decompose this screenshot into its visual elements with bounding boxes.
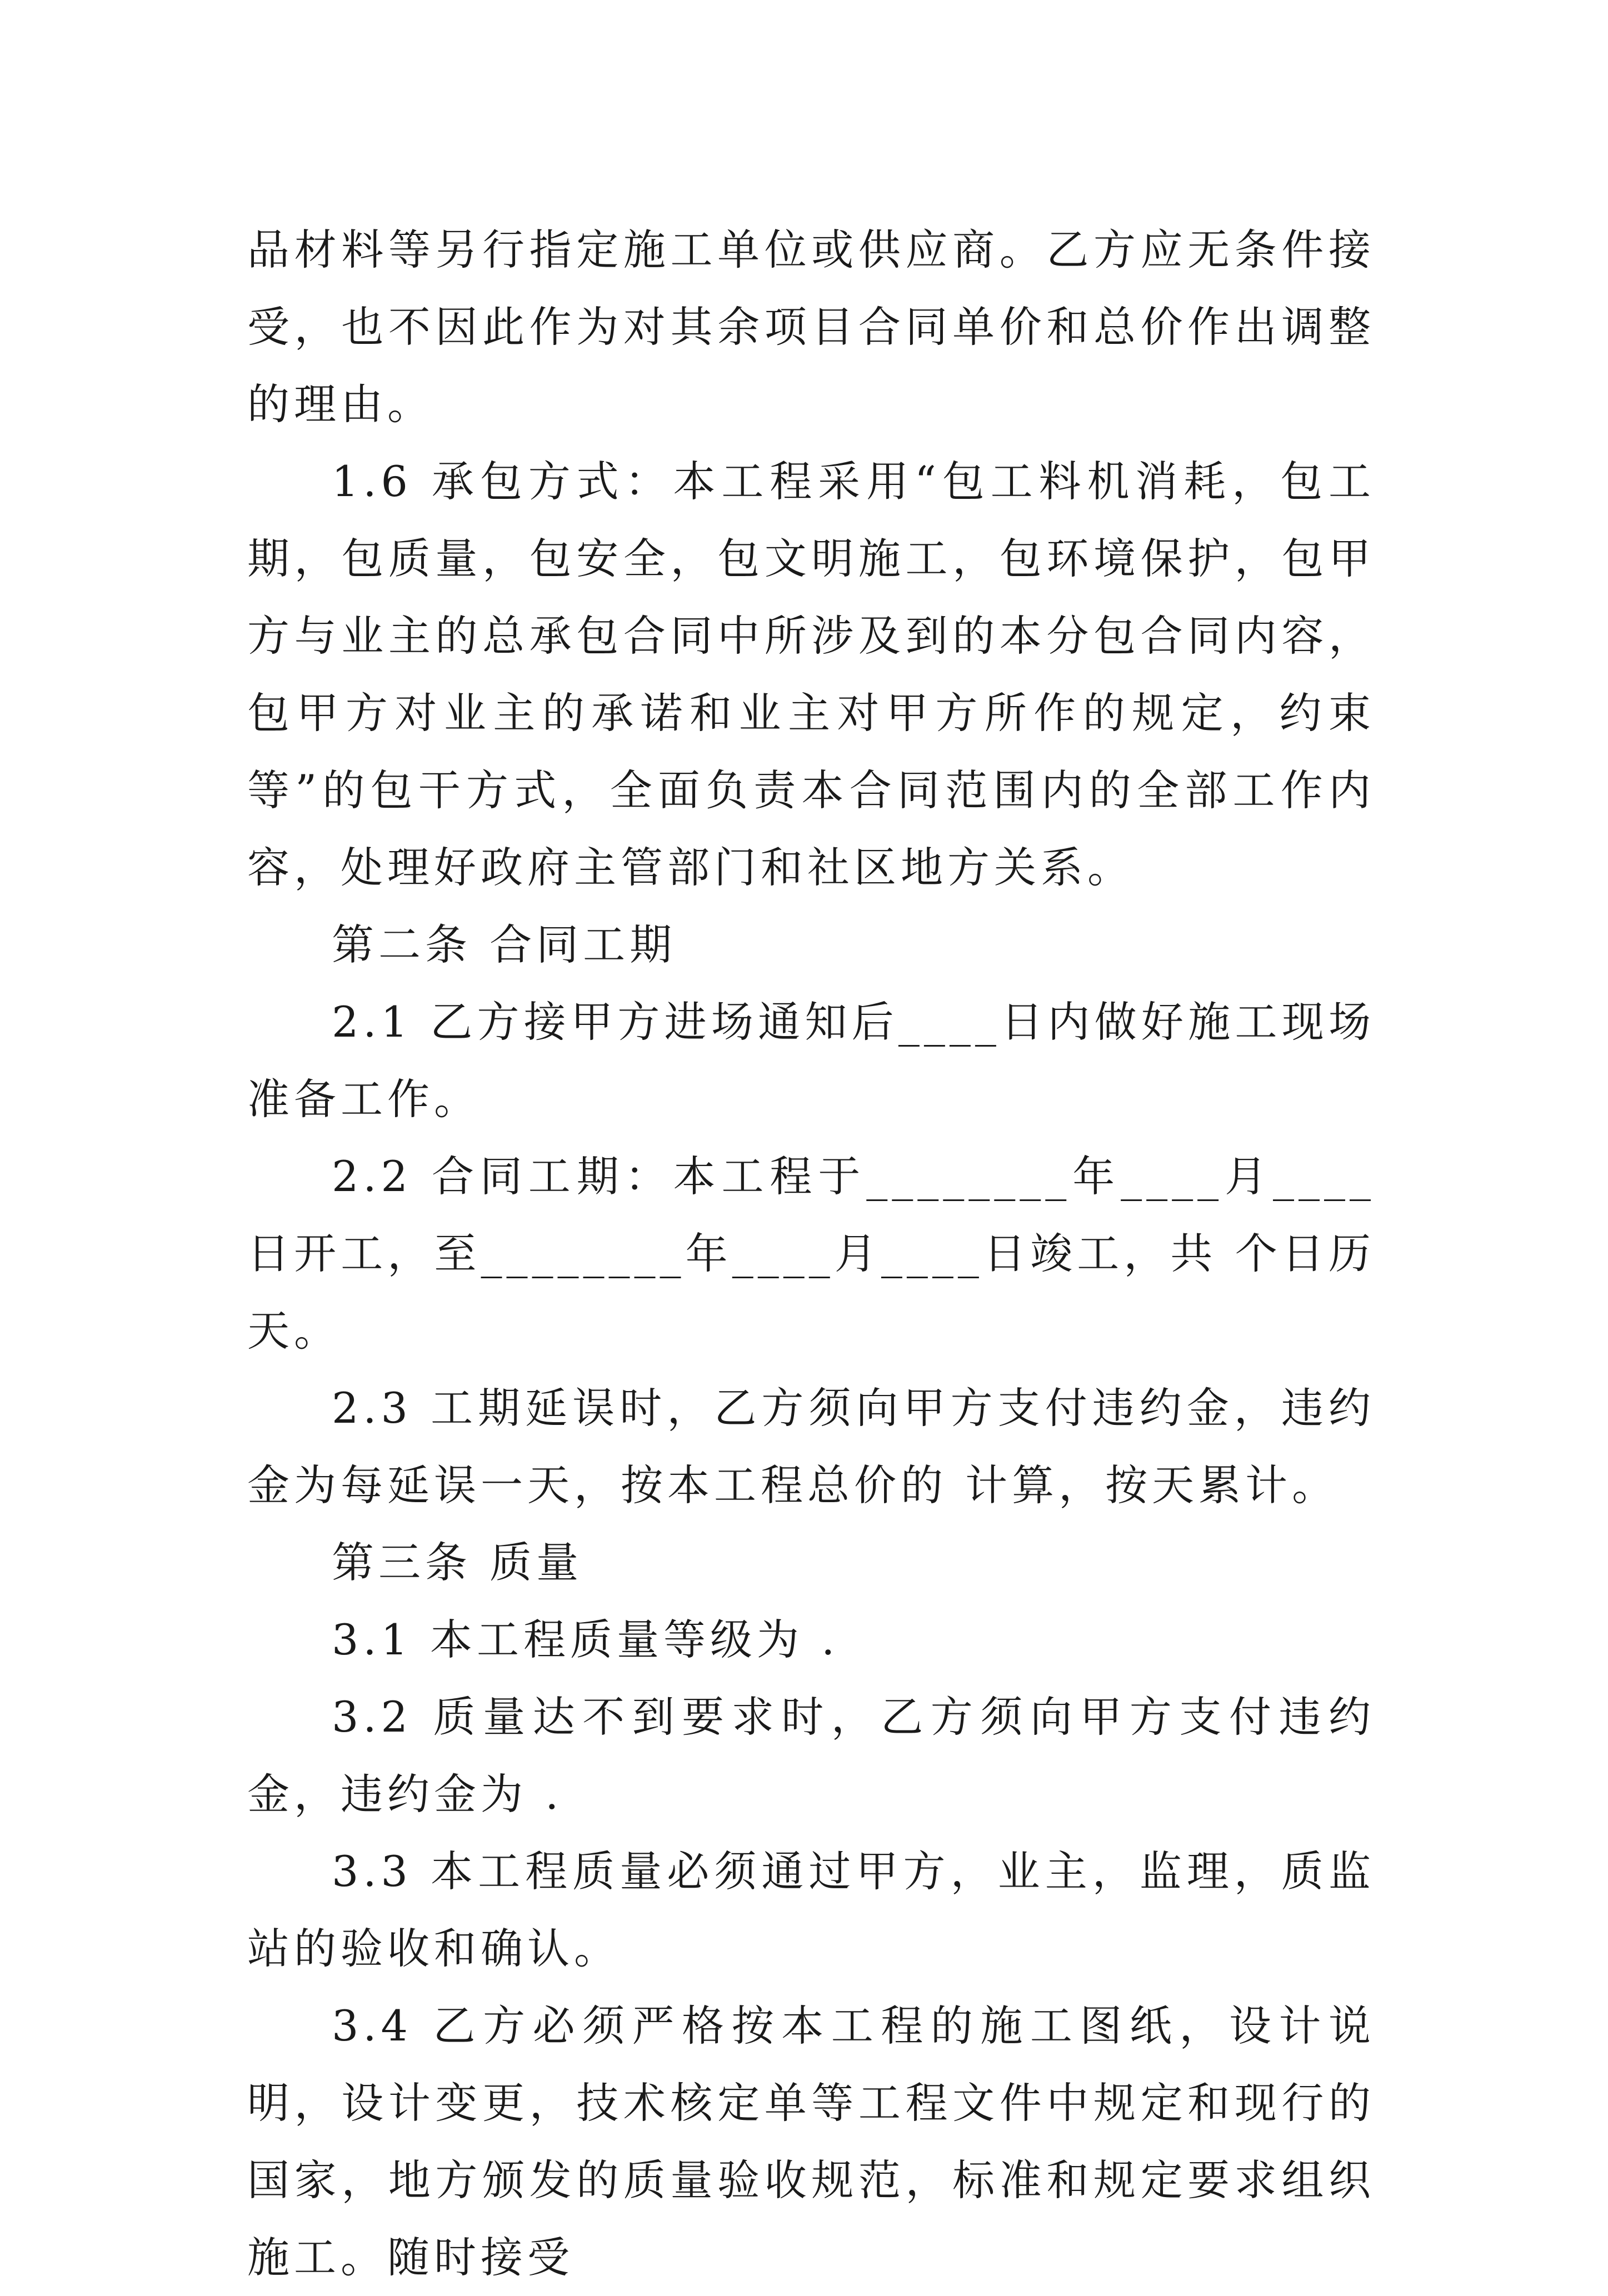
document-body <box>247 211 1375 2296</box>
paragraph-2-1: 2.1 乙方接甲方进场通知后____日内做好施工现场准备工作。 <box>247 997 1375 1124</box>
paragraph-3-4: 3.4 乙方必须严格按本工程的施工图纸，设计说明，设计变更，技术核定单等工程文件中规定和现行的国家，地方颁发的质量验收规范，标准和规定要求组织施工。随时接受 <box>247 2001 1375 2282</box>
paragraph-3-1: 3.1 本工程质量等级为 . <box>332 1615 840 1664</box>
paragraph-3-2: 3.2 质量达不到要求时，乙方须向甲方支付违约金，违约金为 . <box>247 1692 1375 1819</box>
paragraph-2-3: 2.3 工期延误时，乙方须向甲方支付违约金，违约金为每延误一天，按本工程总价的 计算，按天累计。 <box>247 1383 1375 1510</box>
heading-article-2: 第二条 合同工期 <box>332 920 677 969</box>
heading-article-3: 第三条 质量 <box>332 1538 583 1587</box>
paragraph-1-6: 1.6 承包方式：本工程采用“包工料机消耗，包工期，包质量，包安全，包文明施工，包环境保护，包甲方与业主的总承包合同中所涉及到的本分包合同内容，包甲方对业主的承诺和业主对甲方所作的规定，约束等”的包干方式，全面负责本合同范围内的全部工作内容，处理好政府主管部门和社区地方关系。 <box>247 457 1375 892</box>
paragraph-2-2: 2.2 合同工期：本工程于________年____月____日开工，至________年____月____日竣工，共 个日历天。 <box>247 1152 1375 1355</box>
paragraph-continuation: 品材料等另行指定施工单位或供应商。乙方应无条件接受，也不因此作为对其余项目合同单价和总价作出调整的理由。 <box>247 225 1375 429</box>
paragraph-3-3: 3.3 本工程质量必须通过甲方，业主，监理，质监站的验收和确认。 <box>247 1847 1375 1973</box>
